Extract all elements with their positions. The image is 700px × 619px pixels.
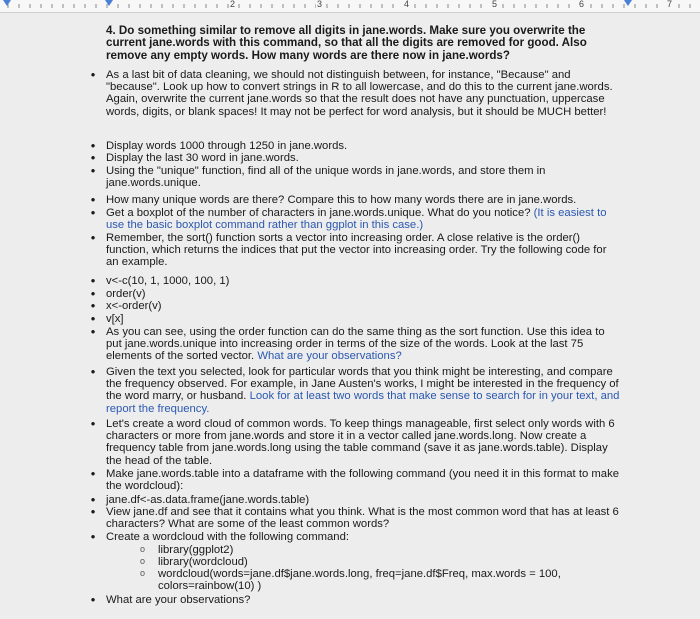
first-line-indent-marker[interactable] <box>105 0 113 6</box>
sub-bullet-icon: o <box>140 544 146 554</box>
right-indent-marker[interactable] <box>624 0 632 6</box>
list-item <box>90 205 621 232</box>
bullet-icon: • <box>90 324 96 339</box>
list-item <box>90 298 621 313</box>
list-item-text: v<-c(10, 1, 1000, 100, 1) <box>106 275 230 287</box>
list-item <box>90 311 621 326</box>
sub-list-item-text: wordcloud(words=jane.df$jane.words.long, freq=jane.df$Freq, max.words = 100, colors=rainbow(10) ) <box>158 568 561 593</box>
list-item-highlight: What are your observations? <box>257 350 402 363</box>
sub-list-item-text: library(ggplot2) <box>158 544 234 556</box>
sub-list-item-text: library(wordcloud) <box>158 556 248 568</box>
list-item <box>90 163 621 190</box>
question-heading: 4. Do something similar to remove all digits in jane.words. Make sure you overwrite the current jane.words with this command, so that all the digits are removed for good. Also remove any empty words. How many words are there now in jane.words? <box>106 24 587 62</box>
sub-list-item <box>140 544 598 556</box>
list-item <box>90 529 621 544</box>
list-item <box>90 466 621 493</box>
sub-list-item <box>140 556 598 568</box>
list-item <box>90 138 621 153</box>
ruler-number: 6 <box>579 0 585 9</box>
list-item <box>90 504 621 531</box>
ruler-number: 3 <box>317 0 323 9</box>
bullet-icon: • <box>90 286 96 301</box>
ruler-number: 4 <box>404 0 410 9</box>
list-item-text: Let's create a word cloud of common words. To keep things manageable, first select only words with 6 characters or more from jane.words and store it in a vector called jane.words.long. Now create a frequency table from jane.words.long using the table command (save it as jane.words.table). Display the head of the table. <box>106 418 615 467</box>
bullet-icon: • <box>90 311 96 326</box>
sub-list-item <box>140 568 598 593</box>
list-item-highlight: (It is easiest to use the basic boxplot command rather than ggplot in this case.) <box>106 207 607 232</box>
ruler[interactable] <box>0 0 700 13</box>
list-item <box>90 192 621 207</box>
sub-bullet-icon: o <box>140 556 146 566</box>
bullet-icon: • <box>90 205 96 220</box>
bullet-icon: • <box>90 163 96 178</box>
list-item <box>90 286 621 301</box>
list-item-text: View jane.df and see that it contains what you think. What is the most common word that has at least 6 characters? What are some of the least common words? <box>106 506 619 531</box>
bullet-icon: • <box>90 273 96 288</box>
list-item <box>90 273 621 288</box>
list-item <box>90 416 621 467</box>
ruler-number: 2 <box>230 0 236 9</box>
list-item-text: Given the text you selected, look for particular words that you think might be interesting, and compare the frequency observed. For example, in Jane Austen's works, I might be interested in the frequency of the word marry, or husband. <box>106 366 619 403</box>
list-item <box>90 230 621 269</box>
list-item-text: Create a wordcloud with the following command: <box>106 531 350 543</box>
bullet-icon: • <box>90 592 96 607</box>
bullet-icon: • <box>90 529 96 544</box>
list-item-text: What are your observations? <box>106 594 251 606</box>
list-item-text: Display the last 30 word in jane.words. <box>106 152 299 164</box>
list-item <box>90 324 621 363</box>
bullet-icon: • <box>90 192 96 207</box>
list-item <box>90 150 621 165</box>
bullet-icon: • <box>90 67 96 82</box>
list-item-text: Make jane.words.table into a dataframe with the following command (you need it in this format to make the wordcloud): <box>106 468 620 493</box>
left-indent-marker[interactable] <box>3 0 11 6</box>
list-item <box>90 492 621 507</box>
list-item-text: v[x] <box>106 313 124 325</box>
list-item-text: Display words 1000 through 1250 in jane.words. <box>106 140 348 152</box>
bullet-icon: • <box>90 492 96 507</box>
ruler-number: 7 <box>667 0 673 9</box>
bullet-icon: • <box>90 466 96 481</box>
list-item-text: Get a boxplot of the number of characters in jane.words.unique. What do you notice? <box>106 207 531 219</box>
list-item-text: jane.df<-as.data.frame(jane.words.table) <box>106 494 310 506</box>
list-item-text: order(v) <box>106 288 146 300</box>
list-item-text: As you can see, using the order function can do the same thing as the sort function. Use this idea to put jane.words.unique into increasing order in terms of the size of the words. Look at the last 75 elements of the sorted vector. <box>106 326 605 363</box>
bullet-icon: • <box>90 416 96 431</box>
list-item-text: x<-order(v) <box>106 300 162 312</box>
bullet-icon: • <box>90 364 96 379</box>
list-item-text: Remember, the sort() function sorts a vector into increasing order. A close relative is the order() function, which returns the indices that put the vector into increasing order. Try the following code for an example. <box>106 232 607 269</box>
ruler-number: 5 <box>492 0 498 9</box>
list-item <box>90 592 621 607</box>
list-item <box>90 67 621 118</box>
sub-bullet-icon: o <box>140 568 146 578</box>
list-item-text: How many unique words are there? Compare this to how many words there are in jane.words. <box>106 194 577 206</box>
bullet-icon: • <box>90 298 96 313</box>
list-item-text: Using the "unique" function, find all of the unique words in jane.words, and store them in jane.words.unique. <box>106 165 546 190</box>
bullet-icon: • <box>90 138 96 153</box>
list-item <box>90 364 621 415</box>
bullet-icon: • <box>90 150 96 165</box>
list-item-highlight: Look for at least two words that make sense to search for in your text, and report the frequency. <box>106 390 620 415</box>
bullet-icon: • <box>90 230 96 245</box>
list-item-text: As a last bit of data cleaning, we should not distinguish between, for instance, "Because" and "because". Look up how to convert strings in R to all lowercase, and do this to the current jane.words. Again, overwrite the current jane.words so that the result does not have any punctuation, uppercase words, digits, or blank spaces! It may not be perfect for word analysis, but it should be MUCH better! <box>106 69 613 118</box>
bullet-icon: • <box>90 504 96 519</box>
